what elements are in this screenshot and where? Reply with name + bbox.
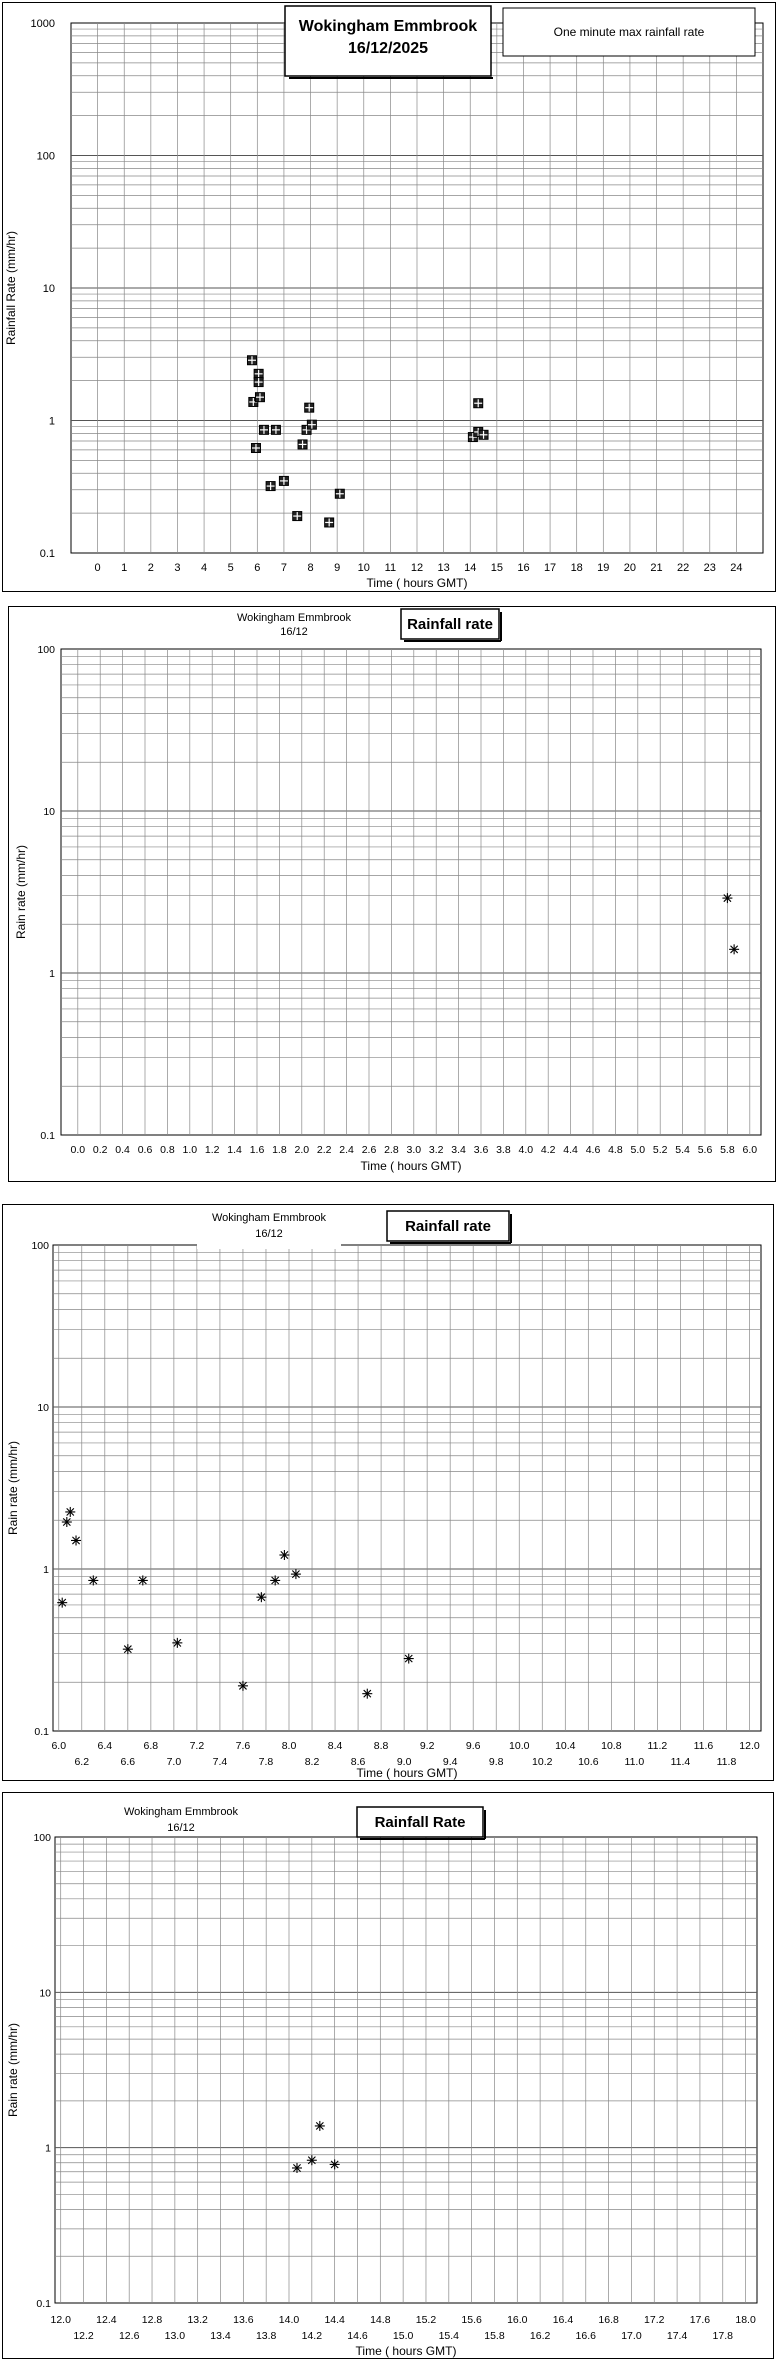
x-tick-label: 5.6 (697, 1144, 713, 1156)
x-tick-label: 16.6 (575, 2330, 596, 2342)
x-axis-label: Time ( hours GMT) (356, 1766, 458, 1780)
x-tick-label: 9.8 (488, 1756, 504, 1768)
data-point (259, 425, 268, 434)
chart-title: Rainfall Rate (374, 1814, 466, 1831)
x-tick-label: 14.4 (324, 2314, 345, 2326)
x-tick-label: 9.6 (465, 1740, 481, 1752)
y-axis-label: Rain rate (mm/hr) (14, 844, 28, 940)
x-tick-label: 7.2 (189, 1740, 205, 1752)
x-tick-label: 12 (410, 562, 424, 574)
y-tick-label: 0.1 (34, 1726, 49, 1738)
x-tick-label: 11 (384, 562, 397, 574)
x-tick-label: 13.8 (255, 2330, 277, 2342)
x-tick-label: 8.0 (281, 1740, 297, 1752)
y-tick-label: 10 (42, 283, 55, 295)
x-tick-label: 5.0 (630, 1144, 646, 1156)
x-tick-label: 7.4 (212, 1756, 228, 1768)
x-tick-label: 18 (570, 562, 583, 574)
x-tick-label: 0.6 (137, 1144, 153, 1156)
chart-subtitle: 16/12/2025 (347, 40, 429, 57)
x-tick-label: 3.8 (496, 1144, 511, 1156)
x-tick-label: 5 (227, 562, 234, 574)
data-point (71, 1535, 81, 1545)
x-tick-label: 23 (703, 562, 716, 574)
y-tick-label: 1000 (30, 18, 55, 30)
x-tick-label: 0.2 (92, 1144, 108, 1156)
x-tick-label: 0.0 (70, 1144, 86, 1156)
x-tick-label: 13.6 (233, 2314, 254, 2326)
x-tick-label: 17.8 (712, 2330, 733, 2342)
x-tick-label: 11.0 (624, 1756, 645, 1768)
station-name: Wokingham Emmbrook (211, 1212, 327, 1224)
x-axis-label: Time ( hours GMT) (360, 1159, 462, 1173)
x-tick-label: 3 (174, 562, 181, 574)
x-tick-label: 11.6 (693, 1740, 714, 1752)
x-tick-label: 18.0 (735, 2314, 756, 2326)
data-point (729, 944, 739, 954)
x-tick-label: 15 (490, 562, 503, 574)
chart-date: 16/12 (255, 1228, 283, 1240)
data-point (325, 518, 334, 527)
x-tick-label: 16.4 (552, 2314, 574, 2326)
data-point (88, 1575, 98, 1585)
x-tick-label: 14.8 (370, 2314, 391, 2326)
x-tick-label: 16.2 (529, 2330, 551, 2342)
chart-panel-daily (2, 2, 776, 592)
x-tick-label: 2 (147, 562, 154, 574)
plot-area (55, 1837, 757, 2303)
chart-6-12h (3, 1205, 775, 1782)
y-tick-label: 10 (39, 1987, 51, 2000)
y-tick-label: 0.1 (36, 2298, 51, 2310)
chart-daily (3, 3, 777, 593)
x-tick-label: 8.2 (304, 1756, 320, 1768)
data-point (251, 444, 260, 453)
chart-panel-6-12h (2, 1204, 774, 1781)
data-point (474, 399, 483, 408)
x-tick-label: 10.2 (532, 1756, 553, 1768)
x-tick-label: 6.8 (143, 1740, 159, 1752)
legend-label: One minute max rainfall rate (553, 25, 705, 39)
data-point (305, 403, 314, 412)
station-label-backdrop (197, 1241, 341, 1249)
x-axis-label: Time ( hours GMT) (366, 576, 468, 590)
y-tick-label: 1 (48, 415, 55, 428)
x-tick-label: 10.8 (601, 1740, 622, 1752)
y-tick-label: 0.1 (40, 1130, 55, 1142)
data-point (255, 393, 264, 402)
data-point (722, 893, 732, 903)
x-tick-label: 4 (201, 562, 208, 574)
x-tick-label: 0 (94, 562, 101, 574)
x-tick-label: 12.0 (50, 2314, 71, 2326)
data-point (271, 425, 280, 434)
data-point (479, 430, 488, 439)
x-tick-label: 6.4 (97, 1740, 113, 1752)
x-tick-label: 10.4 (555, 1740, 576, 1752)
x-tick-label: 1.8 (272, 1144, 287, 1156)
data-point (279, 1550, 289, 1560)
x-tick-label: 14.2 (301, 2330, 323, 2342)
x-tick-label: 3.0 (406, 1144, 422, 1156)
y-tick-label: 100 (31, 1240, 49, 1252)
data-point (138, 1575, 148, 1585)
x-tick-label: 0.8 (160, 1144, 175, 1156)
chart-title: Wokingham Emmbrook (298, 18, 478, 35)
x-tick-label: 8.6 (350, 1756, 366, 1768)
y-tick-label: 10 (43, 806, 55, 818)
data-point (307, 2155, 317, 2165)
y-axis-label: Rain rate (mm/hr) (6, 2022, 20, 2118)
x-tick-label: 24 (730, 562, 743, 574)
x-tick-label: 9.4 (442, 1756, 458, 1768)
station-name: Wokingham Emmbrook (123, 1806, 239, 1818)
data-point (279, 476, 288, 485)
y-axis-label: Rain rate (mm/hr) (6, 1440, 20, 1536)
y-tick-label: 0.1 (39, 548, 55, 560)
x-tick-label: 10 (357, 562, 370, 574)
y-tick-label: 100 (36, 150, 55, 163)
x-tick-label: 6.6 (120, 1756, 136, 1768)
x-tick-label: 6 (254, 562, 261, 574)
x-tick-label: 14.0 (278, 2314, 300, 2326)
x-tick-label: 2.2 (316, 1144, 332, 1156)
y-tick-label: 100 (37, 644, 55, 656)
x-tick-label: 4.0 (518, 1144, 534, 1156)
chart-date: 16/12 (280, 626, 308, 638)
x-tick-label: 13 (437, 562, 450, 574)
x-tick-label: 5.8 (720, 1144, 735, 1156)
data-point (266, 482, 275, 491)
chart-12-18h (3, 1793, 775, 2360)
x-tick-label: 12.6 (118, 2330, 140, 2342)
y-tick-label: 100 (33, 1832, 51, 1844)
x-tick-label: 21 (650, 562, 663, 574)
x-tick-label: 11.8 (716, 1756, 737, 1768)
x-tick-label: 14.6 (347, 2330, 368, 2342)
x-tick-label: 7.8 (258, 1756, 274, 1768)
data-point (330, 2159, 340, 2169)
x-tick-label: 17 (543, 562, 557, 574)
x-tick-label: 19 (597, 562, 610, 574)
x-tick-label: 3.6 (473, 1144, 489, 1156)
x-tick-label: 1.4 (227, 1144, 242, 1156)
x-tick-label: 1.6 (249, 1144, 265, 1156)
x-tick-label: 9 (334, 562, 341, 574)
x-tick-label: 11.2 (647, 1740, 668, 1752)
x-tick-label: 12.2 (73, 2330, 94, 2342)
chart-title: Rainfall rate (407, 616, 493, 633)
data-point (307, 420, 316, 429)
x-tick-label: 7.0 (166, 1756, 182, 1768)
x-tick-label: 4.4 (563, 1144, 578, 1156)
x-tick-label: 1.2 (204, 1144, 220, 1156)
data-point (270, 1575, 280, 1585)
y-axis-label: Rainfall Rate (mm/hr) (4, 230, 18, 346)
x-tick-label: 12.8 (141, 2314, 163, 2326)
x-tick-label: 17.0 (621, 2330, 642, 2342)
x-tick-label: 15.6 (461, 2314, 482, 2326)
x-tick-label: 20 (623, 562, 637, 574)
x-tick-label: 16.8 (598, 2314, 619, 2326)
x-tick-label: 2.8 (384, 1144, 399, 1156)
x-tick-label: 9.0 (396, 1756, 412, 1768)
x-tick-label: 13.4 (210, 2330, 231, 2342)
data-point (57, 1598, 67, 1608)
chart-panel-12-18h (2, 1792, 774, 2359)
x-tick-label: 6.2 (74, 1756, 90, 1768)
y-tick-label: 1 (43, 1564, 49, 1576)
data-point (362, 1689, 372, 1699)
data-point (292, 2163, 302, 2173)
x-tick-label: 22 (677, 562, 690, 574)
x-tick-label: 13.2 (187, 2314, 208, 2326)
x-tick-label: 15.2 (415, 2314, 437, 2326)
y-tick-label: 1 (45, 2142, 51, 2155)
x-tick-label: 2.6 (361, 1144, 377, 1156)
data-point (62, 1517, 72, 1527)
x-tick-label: 9.2 (419, 1740, 435, 1752)
x-tick-label: 11.4 (670, 1756, 691, 1768)
data-point (315, 2121, 325, 2131)
x-tick-label: 6.0 (742, 1144, 758, 1156)
data-point (404, 1654, 414, 1664)
x-tick-label: 12.0 (739, 1740, 760, 1752)
x-tick-label: 8 (307, 562, 314, 574)
x-tick-label: 2.0 (294, 1144, 310, 1156)
x-tick-label: 15.4 (438, 2330, 460, 2342)
data-point (123, 1644, 133, 1654)
data-point (335, 489, 344, 498)
x-tick-label: 16.0 (507, 2314, 528, 2326)
data-point (172, 1638, 182, 1648)
x-tick-label: 14 (464, 562, 477, 574)
data-point (254, 369, 263, 378)
x-tick-label: 16 (517, 562, 530, 574)
x-tick-label: 4.2 (540, 1144, 556, 1156)
data-point (293, 512, 302, 521)
x-tick-label: 13.0 (164, 2330, 186, 2342)
chart-title: Rainfall rate (405, 1218, 491, 1235)
chart-0-6h (9, 607, 777, 1183)
x-tick-label: 7 (280, 562, 287, 574)
x-tick-label: 1.0 (182, 1144, 198, 1156)
x-tick-label: 5.2 (652, 1144, 668, 1156)
data-point (254, 378, 263, 387)
x-tick-label: 2.4 (339, 1144, 354, 1156)
x-tick-label: 6.0 (51, 1740, 67, 1752)
x-tick-label: 15.8 (484, 2330, 505, 2342)
x-tick-label: 10.6 (578, 1756, 599, 1768)
data-point (291, 1569, 301, 1579)
x-tick-label: 17.2 (644, 2314, 665, 2326)
chart-date: 16/12 (167, 1822, 195, 1834)
x-tick-label: 10.0 (509, 1740, 530, 1752)
data-point (247, 356, 256, 365)
x-tick-label: 7.6 (235, 1740, 251, 1752)
x-tick-label: 17.6 (689, 2314, 711, 2326)
x-tick-label: 0.4 (115, 1144, 130, 1156)
data-point (256, 1592, 266, 1602)
x-tick-label: 8.4 (327, 1740, 343, 1752)
chart-panel-0-6h (8, 606, 776, 1182)
x-tick-label: 4.8 (608, 1144, 623, 1156)
x-tick-label: 17.4 (666, 2330, 688, 2342)
x-tick-label: 3.2 (428, 1144, 444, 1156)
data-point (65, 1507, 75, 1517)
x-tick-label: 8.8 (373, 1740, 389, 1752)
x-axis-label: Time ( hours GMT) (355, 2344, 457, 2358)
x-tick-label: 12.4 (96, 2314, 117, 2326)
x-tick-label: 4.6 (585, 1144, 601, 1156)
y-tick-label: 10 (37, 1402, 49, 1414)
x-tick-label: 1 (121, 562, 128, 574)
x-tick-label: 5.4 (675, 1144, 690, 1156)
plot-area (61, 649, 761, 1135)
y-tick-label: 1 (49, 968, 55, 980)
data-point (298, 440, 307, 449)
x-tick-label: 3.4 (451, 1144, 466, 1156)
station-name: Wokingham Emmbrook (236, 612, 352, 624)
x-tick-label: 15.0 (392, 2330, 414, 2342)
data-point (238, 1681, 248, 1691)
